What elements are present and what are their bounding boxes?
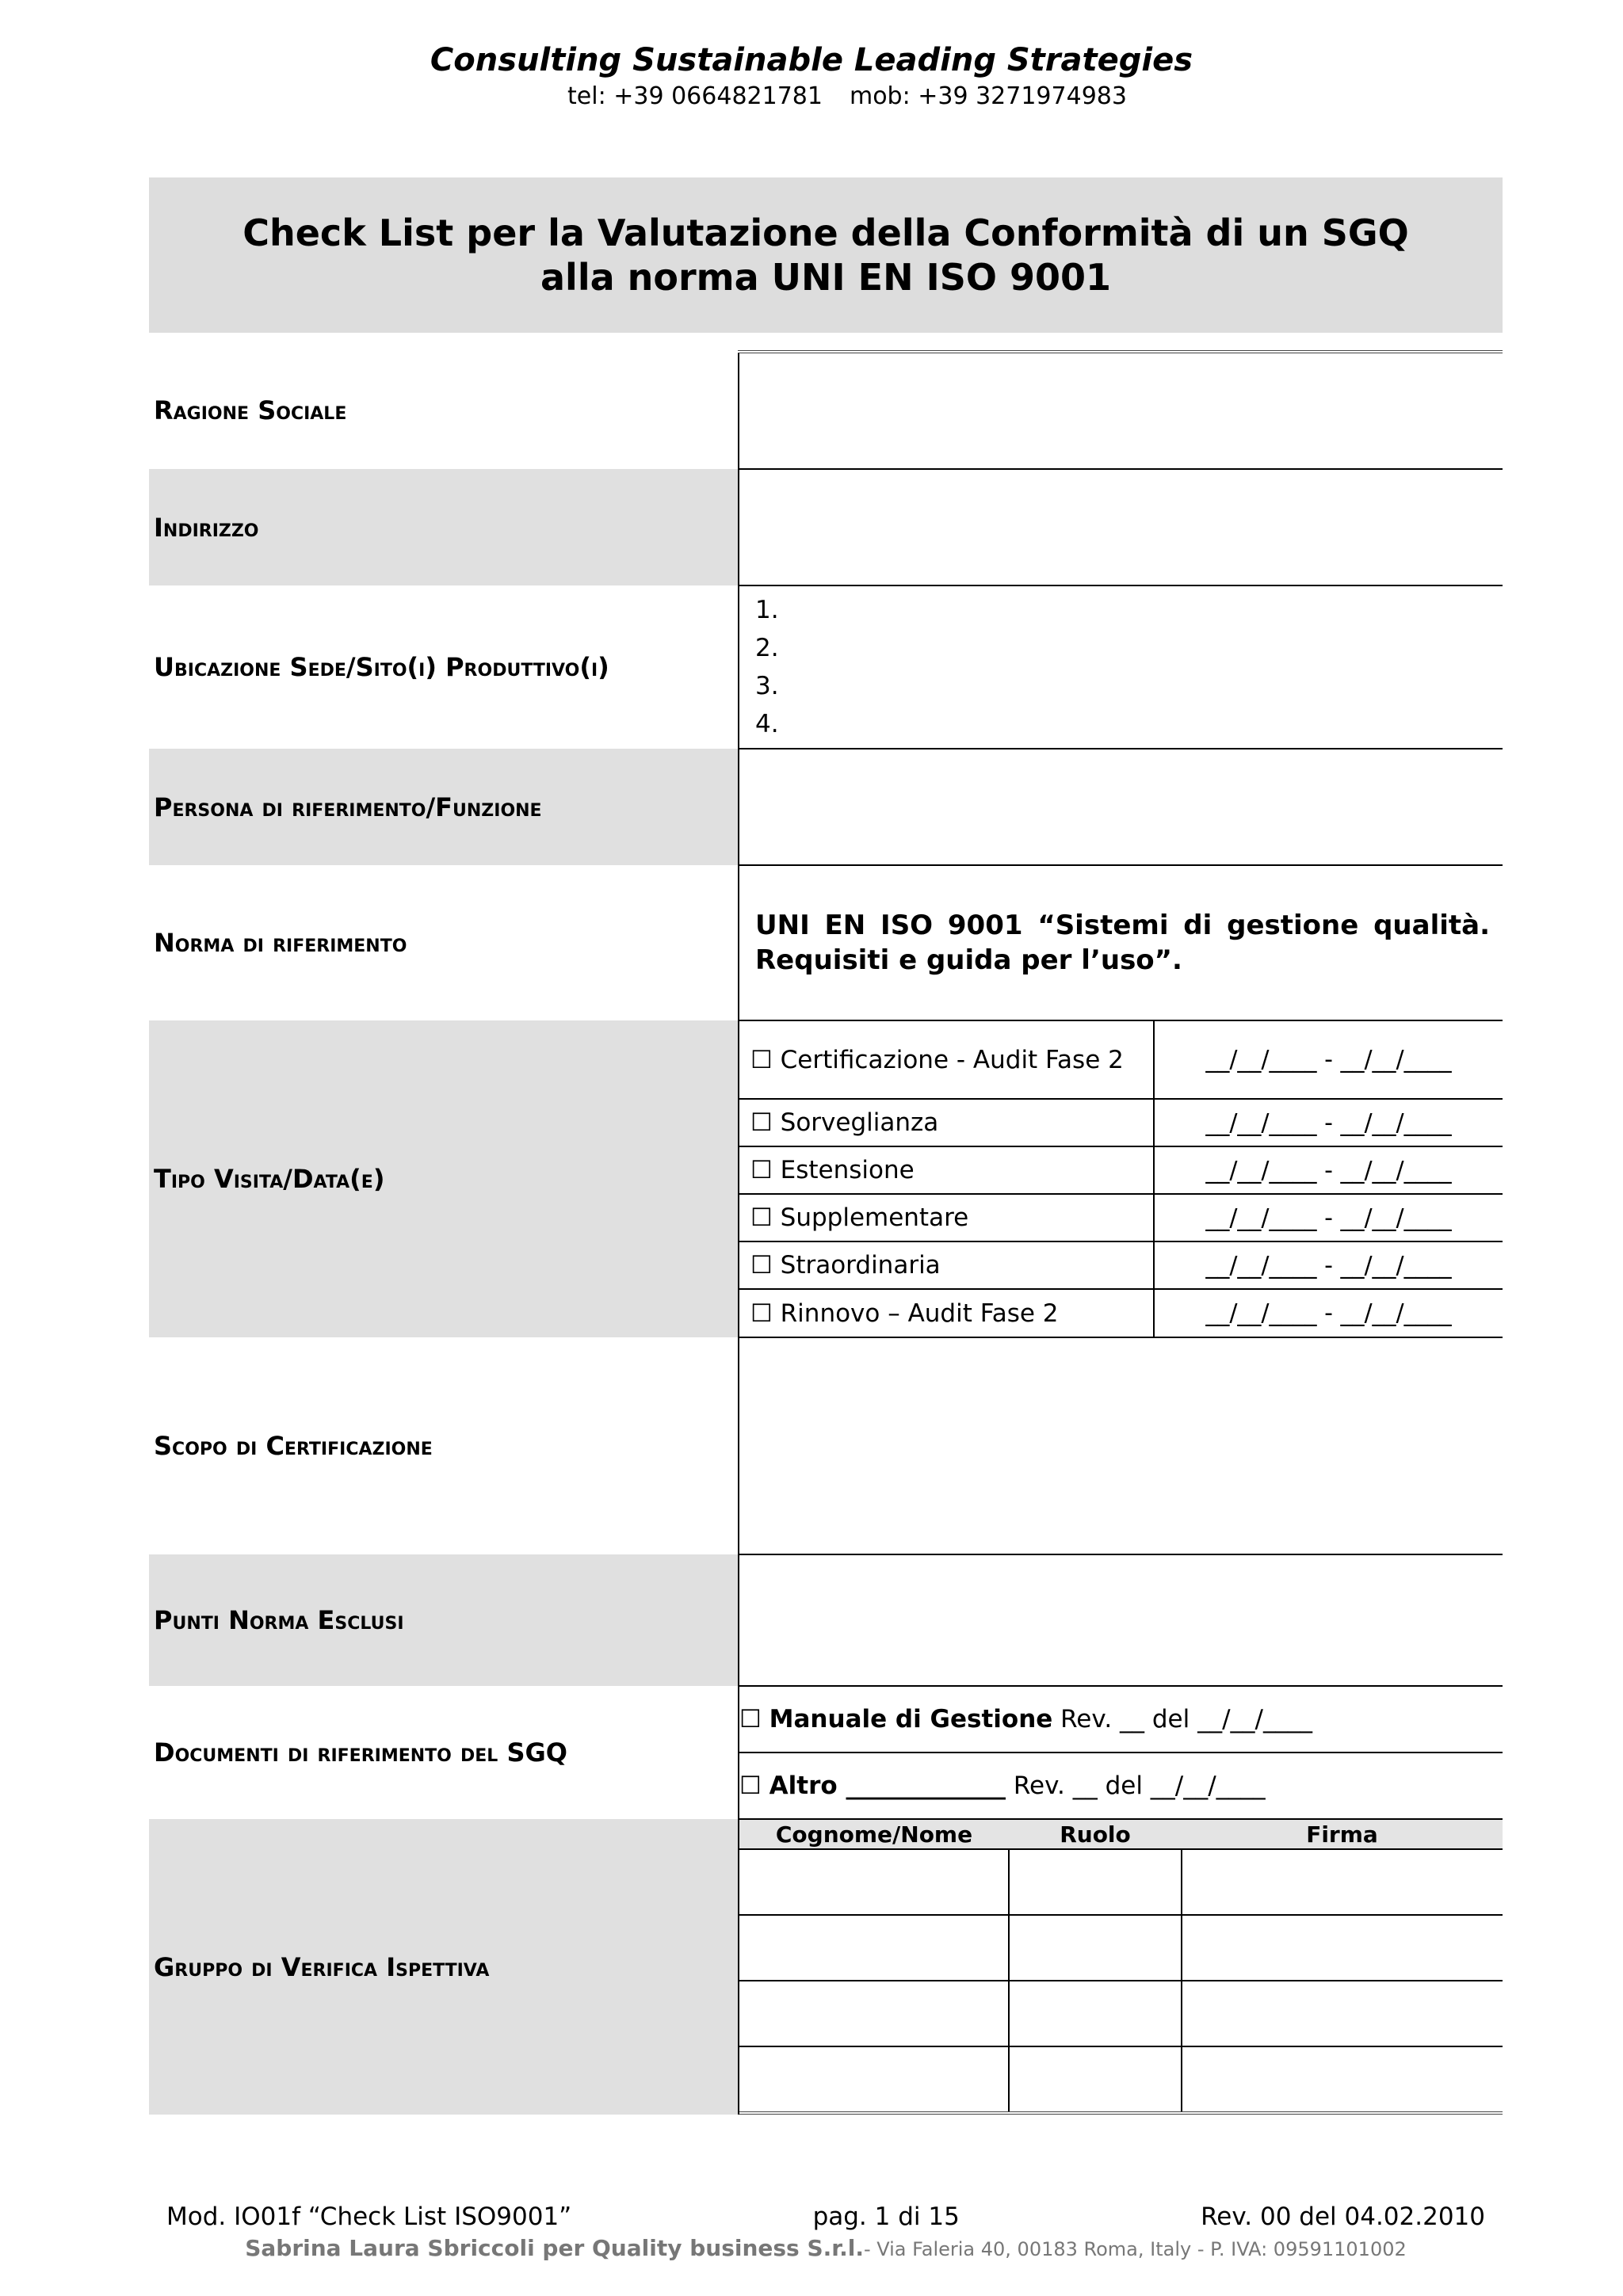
row-norma — [149, 865, 1503, 1020]
row-scopo — [149, 1337, 1503, 1554]
revision-info: Rev. 00 del 04.02.2010 — [1201, 2203, 1485, 2231]
row-indirizzo — [149, 469, 1503, 585]
row-tipo-visita — [149, 1020, 1503, 1337]
doc-manuale-rev: Rev. __ del __/__/____ — [1060, 1705, 1312, 1733]
team-role-cell[interactable] — [1009, 1915, 1182, 1981]
label-persona: Persona di riferimento/Funzione — [149, 749, 739, 865]
checklist-form — [149, 350, 1503, 2115]
team-role-cell[interactable] — [1009, 1981, 1182, 2046]
row-ragione-sociale — [149, 352, 1503, 469]
footer-company-name: Sabrina Laura Sbriccoli per Quality business S.r.l. — [245, 2235, 864, 2261]
visit-type-straordinaria[interactable]: ☐ Straordinaria — [739, 1241, 1154, 1289]
team-signature-cell[interactable] — [1182, 1849, 1503, 1915]
footer-address: - Via Faleria 40, 00183 Roma, Italy - P. IVA: 09591101002 — [863, 2238, 1407, 2260]
visit-row — [739, 1021, 1503, 1099]
visit-date-field[interactable]: __/__/____ - __/__/____ — [1154, 1241, 1503, 1289]
visit-date-field[interactable]: __/__/____ - __/__/____ — [1154, 1194, 1503, 1241]
field-ragione-sociale[interactable] — [739, 352, 1503, 469]
visit-type-certificazione[interactable]: ☐ Certificazione - Audit Fase 2 — [739, 1021, 1154, 1099]
site-list — [739, 588, 1503, 746]
field-ubicazione[interactable] — [739, 585, 1503, 749]
header-ruolo: Ruolo — [1009, 1820, 1182, 1849]
documents-table — [739, 1687, 1503, 1818]
team-header-row — [739, 1820, 1503, 1849]
doc-row-altro — [739, 1753, 1503, 1818]
label-punti: Punti Norma Esclusi — [149, 1554, 739, 1686]
visit-type-supplementare[interactable]: ☐ Supplementare — [739, 1194, 1154, 1241]
doc-altro-name: Altro _____________ — [769, 1772, 1006, 1800]
doc-manuale-field[interactable] — [739, 1687, 1503, 1753]
row-punti — [149, 1554, 1503, 1686]
site-item-3: 3. — [755, 672, 779, 700]
document-title — [149, 177, 1503, 333]
checkbox-altro[interactable]: ☐ — [739, 1772, 762, 1800]
visit-date-field[interactable]: __/__/____ - __/__/____ — [1205, 1299, 1452, 1327]
field-punti[interactable] — [739, 1554, 1503, 1686]
team-signature-cell[interactable] — [1182, 1981, 1503, 2046]
audit-team-table — [739, 1820, 1503, 2115]
label-ragione-sociale: Ragione Sociale — [154, 395, 347, 425]
label-tipo-visita: Tipo Visita/Data(e) — [149, 1020, 739, 1337]
phone-number: tel: +39 0664821781 — [567, 82, 823, 110]
field-tipo-visita — [739, 1020, 1503, 1337]
company-name: Consulting Sustainable Leading Strategies — [430, 42, 1193, 78]
field-documenti — [739, 1686, 1503, 1819]
team-name-cell[interactable] — [739, 1981, 1009, 2046]
norma-value: UNI EN ISO 9001 “Sistemi di gestione qualità. Requisiti e guida per l’uso”. — [755, 910, 1490, 976]
page-header — [0, 40, 1623, 113]
label-documenti: Documenti di riferimento del SGQ — [154, 1737, 567, 1768]
team-name-cell[interactable] — [739, 1849, 1009, 1915]
label-scopo: Scopo di Certificazione — [154, 1431, 433, 1461]
row-gruppo — [149, 1819, 1503, 2115]
site-item-1: 1. — [755, 596, 779, 624]
checkbox-manuale[interactable]: ☐ — [739, 1705, 762, 1733]
visit-row — [739, 1194, 1503, 1241]
field-persona[interactable] — [739, 749, 1503, 865]
page-number: pag. 1 di 15 — [812, 2203, 960, 2231]
visit-type-sorveglianza[interactable]: ☐ Sorveglianza — [739, 1099, 1154, 1146]
header-firma: Firma — [1182, 1820, 1503, 1849]
team-row — [739, 2046, 1503, 2113]
visit-row — [739, 1099, 1503, 1146]
doc-altro-rev: Rev. __ del __/__/____ — [1013, 1772, 1266, 1800]
row-documenti — [149, 1686, 1503, 1819]
team-row — [739, 1849, 1503, 1915]
title-line-1: Check List per la Valutazione della Conformità di un SGQ — [242, 212, 1409, 254]
team-signature-cell[interactable] — [1182, 2046, 1503, 2113]
label-gruppo: Gruppo di Verifica Ispettiva — [149, 1819, 739, 2115]
field-indirizzo[interactable] — [739, 469, 1503, 585]
mobile-number: mob: +39 3271974983 — [849, 82, 1127, 110]
doc-altro-field[interactable] — [739, 1753, 1503, 1818]
visit-type-rinnovo[interactable]: ☐ Rinnovo – Audit Fase 2 — [739, 1289, 1154, 1337]
site-item-4: 4. — [755, 710, 779, 738]
doc-manuale-name: Manuale di Gestione — [769, 1705, 1053, 1733]
team-signature-cell[interactable] — [1182, 1915, 1503, 1981]
visit-row — [739, 1146, 1503, 1194]
row-ubicazione — [149, 585, 1503, 749]
team-role-cell[interactable] — [1009, 2046, 1182, 2113]
label-indirizzo: Indirizzo — [149, 469, 739, 585]
visit-type-estensione[interactable]: ☐ Estensione — [739, 1146, 1154, 1194]
footer-info-line — [166, 2201, 1485, 2233]
contact-line — [71, 81, 1623, 113]
team-name-cell[interactable] — [739, 2046, 1009, 2113]
row-persona — [149, 749, 1503, 865]
visit-type-table — [739, 1021, 1503, 1337]
footer-company-line — [166, 2234, 1485, 2264]
header-cognome-nome: Cognome/Nome — [739, 1820, 1009, 1849]
site-item-2: 2. — [755, 634, 779, 662]
team-row — [739, 1981, 1503, 2046]
team-role-cell[interactable] — [1009, 1849, 1182, 1915]
label-ubicazione: Ubicazione Sede/Sito(i) Produttivo(i) — [154, 652, 609, 682]
field-norma — [739, 865, 1503, 1020]
visit-row — [739, 1241, 1503, 1289]
page-footer — [166, 2201, 1485, 2264]
team-name-cell[interactable] — [739, 1915, 1009, 1981]
visit-date-field[interactable]: __/__/____ - __/__/____ — [1154, 1021, 1503, 1099]
visit-date-field[interactable]: __/__/____ - __/__/____ — [1154, 1099, 1503, 1146]
field-gruppo — [739, 1819, 1503, 2115]
field-scopo[interactable] — [739, 1337, 1503, 1554]
visit-date-field[interactable]: __/__/____ - __/__/____ — [1154, 1146, 1503, 1194]
module-code: Mod. IO01f “Check List ISO9001” — [166, 2203, 572, 2231]
title-line-2: alla norma UNI EN ISO 9001 — [540, 256, 1111, 299]
label-norma: Norma di riferimento — [154, 928, 407, 958]
doc-row-manuale — [739, 1687, 1503, 1753]
visit-row — [739, 1289, 1503, 1337]
team-row — [739, 1915, 1503, 1981]
